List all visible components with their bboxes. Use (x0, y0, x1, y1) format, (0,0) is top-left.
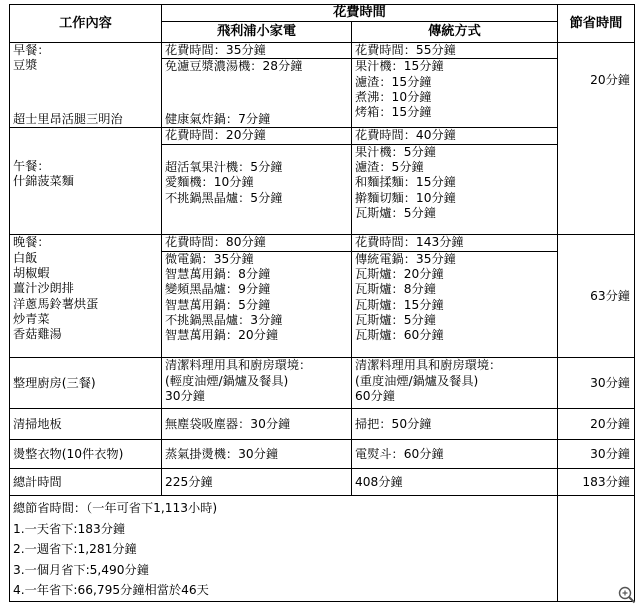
breakfast-philips-cell (162, 43, 352, 128)
header-time-saved: 節省時間 (558, 5, 635, 43)
breakfast-content-line (13, 74, 161, 89)
summary-line: 2.一週省下:1,281分鐘 (13, 542, 137, 557)
lunch-traditional-line: 果汁機：5分鐘 (355, 144, 436, 159)
total-philips: 225分鐘 (162, 469, 352, 496)
summary-line: 總節省時間：（一年可省下1,113小時) (13, 501, 218, 516)
breakfast-traditional-line: 果汁機：15分鐘 (355, 59, 444, 74)
dinner-philips-line: 變頻黑晶爐：9分鐘 (165, 282, 271, 297)
lunch-content-line (13, 128, 161, 143)
kitchen-content: 整理廚房(三餐) (10, 358, 162, 409)
lunch-content-line: 午餐： (13, 159, 50, 174)
dinner-content-line: 晚餐： (13, 235, 50, 250)
summary-line: 1.一天省下:183分鐘 (13, 521, 126, 536)
clothes-saved: 30分鐘 (558, 440, 635, 469)
lunch-content-line: 什錦菠菜麵 (13, 174, 74, 189)
dinner-content-line: 胡椒蝦 (13, 266, 50, 281)
table-row-summary (10, 496, 635, 602)
dinner-philips-line: 花費時間：80分鐘 (162, 235, 351, 251)
kitchen-traditional-cell (352, 358, 558, 409)
kitchen-traditional-line: 60分鐘 (355, 389, 395, 404)
breakfast-philips-line: 健康氣炸鍋：7分鐘 (165, 112, 271, 127)
time-comparison-document (9, 4, 635, 602)
clothes-philips: 蒸氣掛燙機：30分鐘 (162, 440, 352, 469)
kitchen-philips-line: (輕度油煙/鍋爐及餐具) (165, 373, 289, 388)
breakfast-philips-line (165, 90, 351, 105)
kitchen-traditional-line: (重度油煙/鍋爐及餐具) (355, 373, 479, 388)
dinner-philips-line: 不挑鍋黑晶爐：3分鐘 (165, 312, 283, 327)
dinner-saved: 63分鐘 (558, 235, 635, 358)
dinner-content-line: 香菇雞湯 (13, 327, 62, 342)
summary-line: 3.一個月省下:5,490分鐘 (13, 562, 149, 577)
dinner-content-line: 洋蔥馬鈴薯烘蛋 (13, 296, 99, 311)
breakfast-traditional-cell (352, 43, 558, 128)
breakfast-content-line (13, 104, 161, 112)
kitchen-saved: 30分鐘 (558, 358, 635, 409)
table-row-lunch (10, 128, 635, 235)
header-work-content: 工作內容 (10, 5, 162, 43)
clothes-content: 燙整衣物(10件衣物) (10, 440, 162, 469)
floor-saved: 20分鐘 (558, 409, 635, 440)
breakfast-content-line: 早餐： (13, 43, 50, 57)
dinner-philips-line: 智慧萬用鍋：20分鐘 (165, 328, 279, 343)
breakfast-traditional-line: 花費時間：55分鐘 (352, 43, 557, 59)
lunch-traditional-cell (352, 128, 558, 235)
breakfast-traditional-line: 烤箱：15分鐘 (355, 105, 432, 120)
lunch-philips-line: 花費時間：20分鐘 (162, 128, 351, 144)
floor-philips: 無塵袋吸塵器：30分鐘 (162, 409, 352, 440)
dinner-philips-cell (162, 235, 352, 358)
lunch-philips-line: 不挑鍋黑晶爐：5分鐘 (165, 190, 283, 205)
breakfast-saved: 20分鐘 (558, 43, 635, 235)
breakfast-traditional-line: 煮沸：10分鐘 (355, 89, 432, 104)
dinner-traditional-line: 花費時間：143分鐘 (352, 235, 557, 251)
lunch-philips-cell (162, 128, 352, 235)
breakfast-philips-line: 花費時間：35分鐘 (162, 43, 351, 59)
breakfast-content-line: 豆漿 (13, 58, 38, 73)
lunch-traditional-line: 和麵揉麵：15分鐘 (355, 175, 456, 190)
total-saved: 183分鐘 (558, 469, 635, 496)
table-row-breakfast (10, 43, 635, 128)
header-traditional: 傳統方式 (352, 22, 558, 43)
dinner-content-line: 白飯 (13, 250, 38, 265)
lunch-philips-line: 超活氧果汁機：5分鐘 (165, 160, 283, 175)
floor-traditional: 掃把：50分鐘 (352, 409, 558, 440)
dinner-content-cell (10, 235, 162, 358)
lunch-content-line (13, 144, 161, 159)
lunch-philips-line (165, 145, 351, 160)
dinner-traditional-line: 瓦斯爐：8分鐘 (355, 282, 436, 297)
breakfast-philips-line (165, 75, 351, 90)
kitchen-philips-line: 清潔料理用具和廚房環境： (165, 358, 312, 373)
total-content: 總計時間 (10, 469, 162, 496)
dinner-philips-line: 智慧萬用鍋：5分鐘 (165, 297, 271, 312)
table-row-kitchen (10, 358, 635, 409)
dinner-content-line: 炒青菜 (13, 311, 50, 326)
time-comparison-table (9, 4, 635, 602)
kitchen-traditional-line: 清潔料理用具和廚房環境： (355, 358, 502, 373)
dinner-traditional-line: 瓦斯爐：60分鐘 (355, 328, 444, 343)
kitchen-philips-cell (162, 358, 352, 409)
header-time-spent: 花費時間 (162, 5, 558, 22)
kitchen-philips-line: 30分鐘 (165, 389, 205, 404)
floor-content: 清掃地板 (10, 409, 162, 440)
total-traditional: 408分鐘 (352, 469, 558, 496)
summary-line: 4.一年省下:66,795分鐘相當於46天 (13, 583, 209, 598)
clothes-traditional: 電熨斗：60分鐘 (352, 440, 558, 469)
zoom-in-icon[interactable] (617, 585, 637, 605)
header-philips: 飛利浦小家電 (162, 22, 352, 43)
lunch-philips-line: 愛麵機：10分鐘 (165, 175, 254, 190)
dinner-traditional-line: 瓦斯爐：20分鐘 (355, 267, 444, 282)
dinner-traditional-line: 瓦斯爐：5分鐘 (355, 312, 436, 327)
lunch-traditional-line: 花費時間：40分鐘 (352, 128, 557, 144)
breakfast-philips-line: 免濾豆漿濃湯機：28分鐘 (165, 59, 303, 74)
dinner-philips-line: 微電鍋：35分鐘 (165, 251, 254, 266)
lunch-traditional-line: 擀麵切麵：10分鐘 (355, 190, 456, 205)
summary-cell (10, 496, 558, 602)
table-row-clothes (10, 440, 635, 469)
table-row-total (10, 469, 635, 496)
lunch-traditional-line: 濾渣：5分鐘 (355, 160, 424, 175)
dinner-traditional-line: 瓦斯爐：15分鐘 (355, 297, 444, 312)
dinner-philips-line: 智慧萬用鍋：8分鐘 (165, 267, 271, 282)
dinner-content-line: 薑汁沙朗排 (13, 281, 74, 296)
breakfast-content-line (13, 89, 161, 104)
dinner-traditional-cell (352, 235, 558, 358)
breakfast-content-cell (10, 43, 162, 128)
breakfast-traditional-line: 濾渣：15分鐘 (355, 74, 432, 89)
lunch-content-cell (10, 128, 162, 235)
breakfast-content-line: 超士里昂活腿三明治 (13, 112, 123, 127)
table-row-dinner (10, 235, 635, 358)
table-row-floor (10, 409, 635, 440)
dinner-traditional-line: 傳統電鍋：35分鐘 (355, 251, 456, 266)
lunch-traditional-line: 瓦斯爐：5分鐘 (355, 205, 436, 220)
